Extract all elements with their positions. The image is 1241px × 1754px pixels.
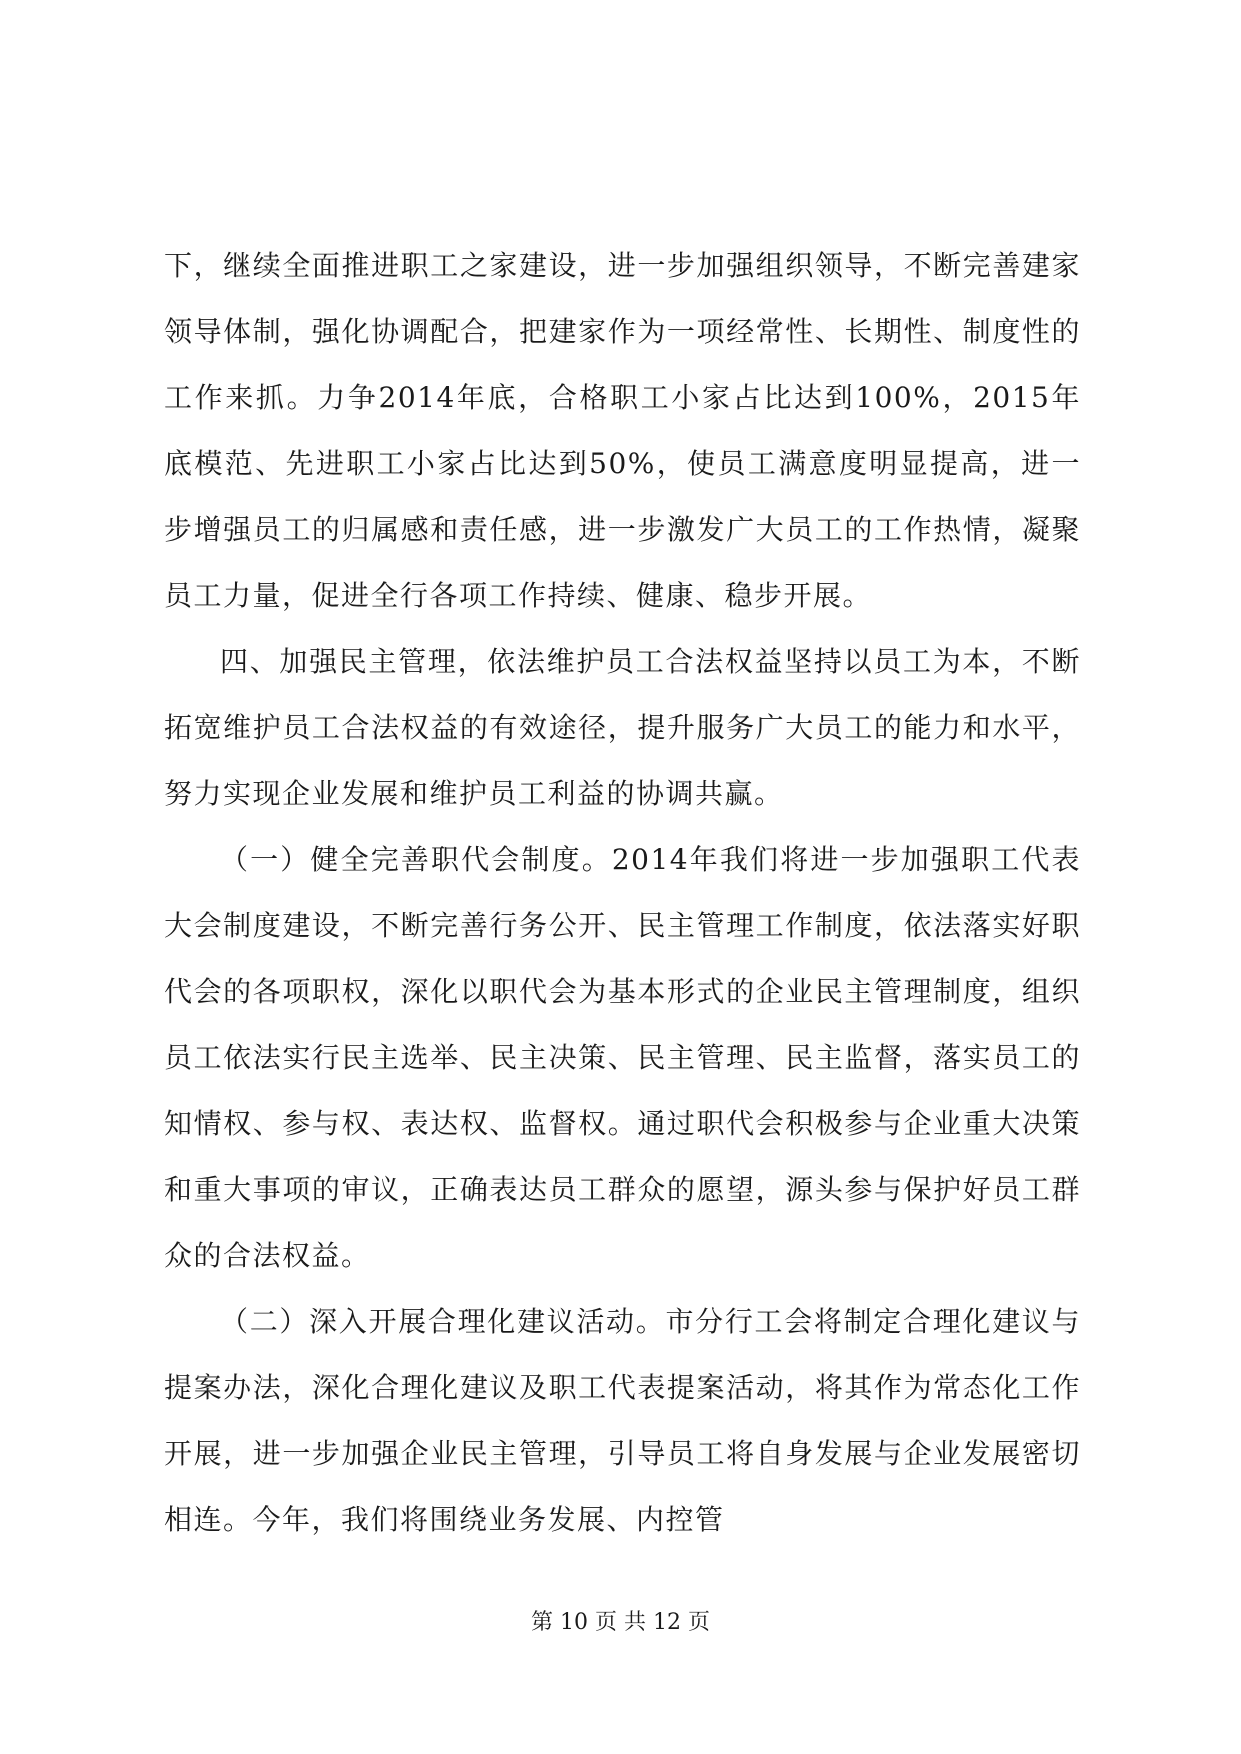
- paragraph-continuation: 下，继续全面推进职工之家建设，进一步加强组织领导，不断完善建家领导体制，强化协调配合，把建家作为一项经常性、长期性、制度性的工作来抓。力争2014年底，合格职工小家占比达到100%，2015年底模范、先进职工小家占比达到50%，使员工满意度明显提高，进一步增强员工的归属感和责任感，进一步激发广大员工的工作热情，凝聚员工力量，促进全行各项工作持续、健康、稳步开展。: [164, 249, 1081, 612]
- document-body: [164, 233, 1081, 1553]
- page-number-label: 第 10 页 共 12 页: [531, 1610, 710, 1635]
- paragraph-item-two: （二）深入开展合理化建议活动。市分行工会将制定合理化建议与提案办法，深化合理化建议及职工代表提案活动，将其作为常态化工作开展，进一步加强企业民主管理，引导员工将自身发展与企业发展密切相连。今年，我们将围绕业务发展、内控管: [164, 1305, 1081, 1536]
- page-footer: [0, 1605, 1241, 1636]
- paragraph-section-four: 四、加强民主管理，依法维护员工合法权益坚持以员工为本，不断拓宽维护员工合法权益的有效途径，提升服务广大员工的能力和水平，努力实现企业发展和维护员工利益的协调共赢。: [164, 645, 1081, 810]
- paragraph-item-one: （一）健全完善职代会制度。2014年我们将进一步加强职工代表大会制度建设，不断完善行务公开、民主管理工作制度，依法落实好职代会的各项职权，深化以职代会为基本形式的企业民主管理制度，组织员工依法实行民主选举、民主决策、民主管理、民主监督，落实员工的知情权、参与权、表达权、监督权。通过职代会积极参与企业重大决策和重大事项的审议，正确表达员工群众的愿望，源头参与保护好员工群众的合法权益。: [164, 843, 1081, 1272]
